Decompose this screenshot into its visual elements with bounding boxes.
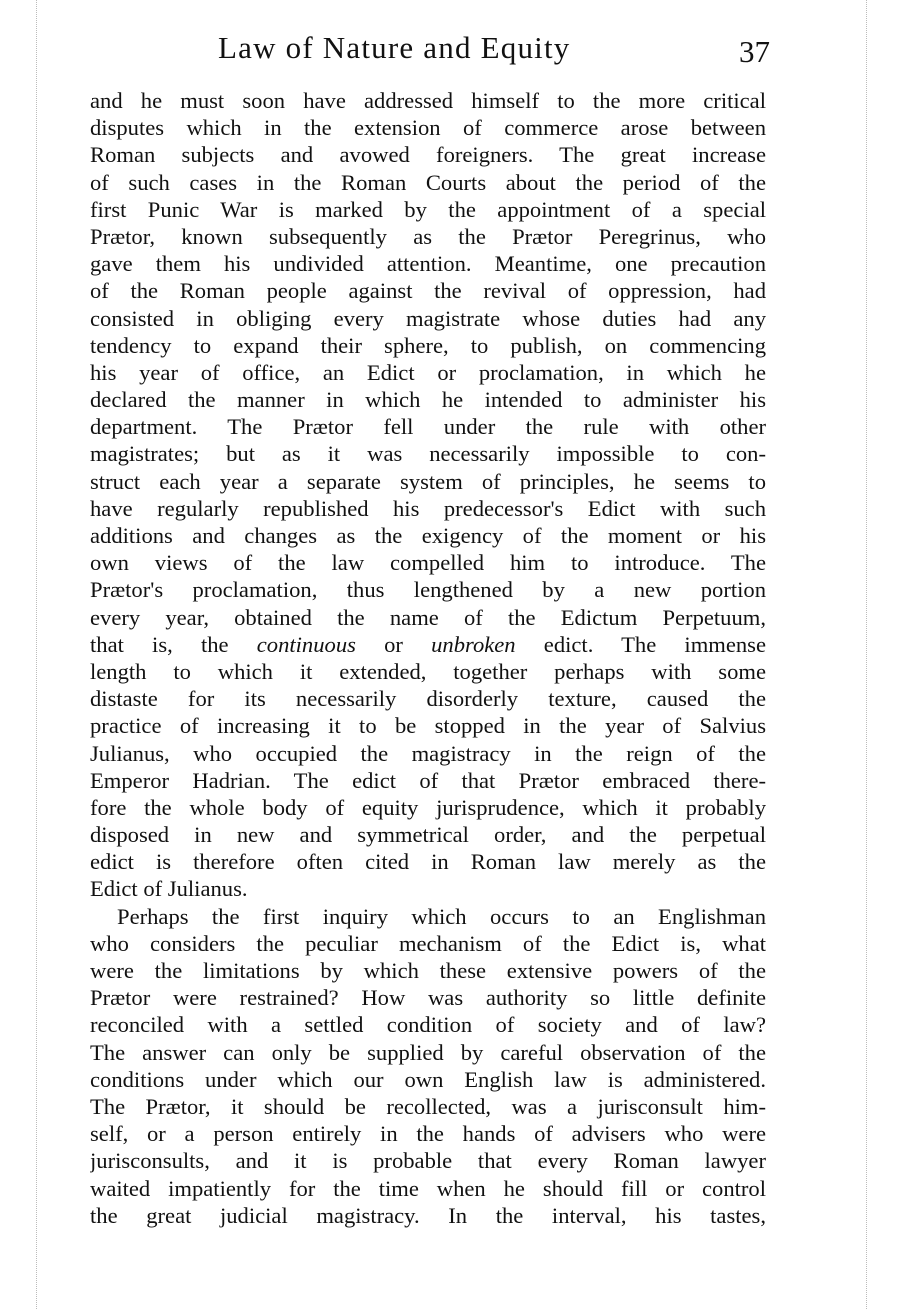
- text-line: of the Roman people against the revival of oppression, had: [90, 278, 766, 304]
- text-line: own views of the law compelled him to introduce. The: [90, 550, 766, 576]
- text-line: reconciled with a settled condition of society and of law?: [90, 1012, 766, 1038]
- text-line: self, or a person entirely in the hands of advisers who were: [90, 1121, 766, 1147]
- text-line: Prætor were restrained? How was authority so little definite: [90, 985, 766, 1011]
- text-line: waited impatiently for the time when he should fill or control: [90, 1175, 766, 1201]
- italic-term-continuous: continuous: [256, 631, 356, 657]
- text-line: Prætor's proclamation, thus lengthened by a new portion: [90, 577, 766, 603]
- text-line: and he must soon have addressed himself to the more critical: [90, 88, 766, 113]
- text-line: Julianus, who occupied the magistracy in the reign of the: [90, 740, 766, 766]
- scan-edge-right: [866, 0, 870, 1309]
- text-line: edict is therefore often cited in Roman law merely as the: [90, 849, 766, 875]
- body-text: [90, 87, 766, 1229]
- text-line: distaste for its necessarily disorderly texture, caused the: [90, 686, 766, 712]
- text-line: Edict of Julianus.: [90, 876, 248, 902]
- text-line: have regularly republished his predecessor's Edict with such: [90, 495, 766, 521]
- text-line: practice of increasing it to be stopped in the year of Salvius: [90, 713, 766, 739]
- text-line: gave them his undivided attention. Meantime, one precaution: [90, 251, 766, 277]
- text-line: magistrates; but as it was necessarily impossible to con-: [90, 441, 766, 467]
- page-header: [90, 30, 770, 74]
- text-line: who considers the peculiar mechanism of the Edict is, what: [90, 930, 766, 956]
- text-line: the great judicial magistracy. In the interval, his tastes,: [90, 1202, 766, 1228]
- text-line: consisted in obliging every magistrate whose duties had any: [90, 305, 766, 331]
- text-line: additions and changes as the exigency of the moment or his: [90, 523, 766, 548]
- text-line: disputes which in the extension of commerce arose between: [90, 115, 766, 141]
- text-line: were the limitations by which these extensive powers of the: [90, 958, 766, 983]
- text-line: Perhaps the first inquiry which occurs to an Englishman: [117, 903, 766, 929]
- text-line: disposed in new and symmetrical order, and the perpetual: [90, 822, 766, 848]
- running-title: Law of Nature and Equity: [218, 30, 571, 65]
- text-line: jurisconsults, and it is probable that every Roman lawyer: [90, 1148, 766, 1174]
- text-line: first Punic War is marked by the appointment of a special: [90, 196, 766, 222]
- text-line: Emperor Hadrian. The edict of that Prætor embraced there-: [90, 767, 766, 793]
- paragraph-2: [90, 903, 766, 1229]
- text-line: department. The Prætor fell under the rule with other: [90, 414, 766, 440]
- text-line-with-italics: [90, 631, 766, 658]
- text-run: edict. The immense: [515, 631, 766, 657]
- text-line: The answer can only be supplied by careful observation of the: [90, 1039, 766, 1065]
- paragraph-1: [90, 87, 766, 903]
- scan-edge-left: [36, 0, 40, 1309]
- text-line: fore the whole body of equity jurisprudence, which it probably: [90, 794, 766, 820]
- text-run: that is, the: [90, 631, 257, 657]
- text-line: struct each year a separate system of principles, he seems to: [90, 468, 766, 494]
- page-number: 37: [739, 34, 770, 69]
- text-line: tendency to expand their sphere, to publish, on commencing: [90, 332, 766, 358]
- text-run: or: [355, 631, 432, 657]
- text-line: The Prætor, it should be recollected, was a jurisconsult him-: [90, 1093, 766, 1119]
- text-line: his year of office, an Edict or proclamation, in which he: [90, 359, 766, 385]
- text-line: of such cases in the Roman Courts about the period of the: [90, 169, 766, 195]
- text-line: declared the manner in which he intended to administer his: [90, 387, 766, 413]
- italic-term-unbroken: unbroken: [431, 631, 516, 657]
- text-line: Prætor, known subsequently as the Prætor Peregrinus, who: [90, 223, 766, 249]
- text-line: conditions under which our own English law is administered.: [90, 1066, 766, 1092]
- text-line: every year, obtained the name of the Edictum Perpetuum,: [90, 604, 766, 630]
- text-line: length to which it extended, together perhaps with some: [90, 658, 766, 684]
- text-line: Roman subjects and avowed foreigners. The great increase: [90, 142, 766, 168]
